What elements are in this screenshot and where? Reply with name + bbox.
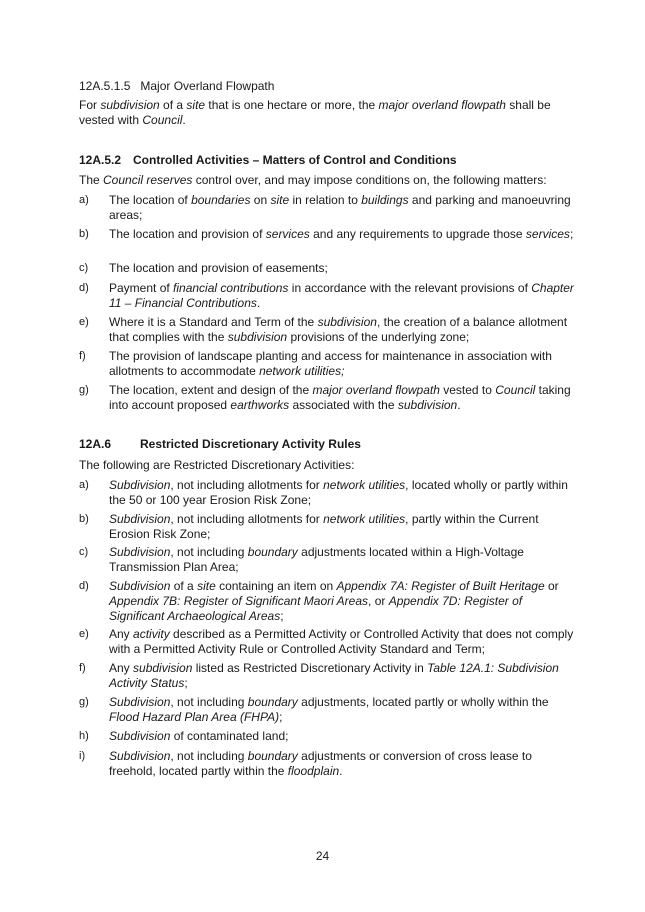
list-item xyxy=(79,627,579,657)
defined-term: Appendix 7A: Register of Built Heritage xyxy=(336,579,545,593)
text-run: ; xyxy=(184,676,188,690)
defined-term: subdivision xyxy=(317,315,377,329)
list-item-text xyxy=(109,281,574,311)
defined-term: site xyxy=(197,579,216,593)
text-run: that is one hectare or more, the xyxy=(205,98,379,112)
list-item xyxy=(79,383,579,413)
list-item xyxy=(79,478,579,508)
text-run: . xyxy=(339,764,343,778)
list-item-text xyxy=(109,627,574,657)
list-item xyxy=(79,349,579,379)
list-item xyxy=(79,545,579,575)
list-item xyxy=(79,729,579,744)
list-letter: d) xyxy=(79,282,89,294)
text-run: control over, and may impose conditions on, the following matters: xyxy=(192,173,547,187)
defined-term: network utilities; xyxy=(259,364,345,378)
defined-term: Council xyxy=(142,113,183,127)
text-run: The location, extent and design of the xyxy=(109,383,313,397)
defined-term: Appendix 7D: Register of Significant Archaeological Areas xyxy=(109,594,523,623)
list-item xyxy=(79,579,579,624)
list-item-text xyxy=(109,579,574,624)
list-letter: e) xyxy=(79,316,89,328)
text-run: and any requirements to upgrade those xyxy=(309,227,526,241)
defined-term: Subdivision xyxy=(109,478,171,492)
section-12a5-2-heading xyxy=(79,153,579,168)
section-title: Controlled Activities – Matters of Control and Conditions xyxy=(133,153,457,167)
defined-term: boundary xyxy=(247,545,298,559)
text-run: adjustments located within a High-Voltage Transmission Plan Area; xyxy=(109,545,524,574)
text-run: described as a Permitted Activity or Controlled Activity that does not comply with a Permitted Activity Rule or Controlled Activity Standard and Term; xyxy=(109,627,574,656)
list-item-text xyxy=(109,695,574,725)
text-run: , located wholly or partly within the 50 or 100 year Erosion Risk Zone; xyxy=(109,478,568,507)
text-run: . xyxy=(182,113,186,127)
list-item-text xyxy=(109,383,574,413)
section-number: 12A.6 xyxy=(79,437,112,451)
text-run: The location of xyxy=(109,193,192,207)
text-run: Payment of xyxy=(109,281,174,295)
list-letter: c) xyxy=(79,546,89,558)
text-run: , not including xyxy=(170,695,248,709)
defined-term: Council reserves xyxy=(103,173,193,187)
defined-term: subdivision xyxy=(100,98,160,112)
list-letter: i) xyxy=(79,750,86,762)
section-number: 12A.5.2 xyxy=(79,153,122,167)
defined-term: Chapter 11 – Financial Contributions xyxy=(109,281,574,310)
text-run: shall be vested with xyxy=(79,98,551,127)
text-run: adjustments or conversion of cross lease to freehold, located partly within the xyxy=(109,749,532,778)
defined-term: services xyxy=(265,227,310,241)
text-run: of a xyxy=(159,98,187,112)
list-item xyxy=(79,315,579,345)
list-item xyxy=(79,512,579,542)
text-run: , or xyxy=(368,594,389,608)
list-item-text xyxy=(109,315,574,345)
defined-term: boundaries xyxy=(191,193,251,207)
text-run: on xyxy=(250,193,271,207)
text-run: Any xyxy=(109,627,134,641)
defined-term: Subdivision xyxy=(109,579,171,593)
list-letter: c) xyxy=(79,262,89,274)
text-run: ; xyxy=(280,609,284,623)
list-letter: e) xyxy=(79,628,89,640)
defined-term: Subdivision xyxy=(109,545,171,559)
defined-term: buildings xyxy=(361,193,409,207)
list-item-text xyxy=(109,749,574,779)
text-run: The following are Restricted Discretionary Activities: xyxy=(79,458,355,472)
text-run: and parking and manoeuvring areas; xyxy=(109,193,571,222)
list-letter: g) xyxy=(79,384,89,396)
text-run: The location and provision of easements; xyxy=(109,261,328,275)
defined-term: major overland flowpath xyxy=(378,98,506,112)
text-run: ; xyxy=(279,710,283,724)
defined-term: site xyxy=(270,193,290,207)
list-item-text xyxy=(109,545,574,575)
text-run: containing an item on xyxy=(215,579,337,593)
defined-term: subdivision xyxy=(397,398,458,412)
defined-term: boundary xyxy=(247,695,298,709)
text-run: . xyxy=(256,296,261,310)
text-run: associated with the xyxy=(289,398,398,412)
list-letter: b) xyxy=(79,513,89,525)
defined-term: major overland flowpath xyxy=(312,383,440,397)
text-run: in relation to xyxy=(289,193,362,207)
text-run: or xyxy=(544,579,559,593)
defined-term: financial contributions xyxy=(173,281,289,295)
defined-term: Subdivision xyxy=(109,749,171,763)
list-letter: f) xyxy=(79,662,86,674)
text-run: ; xyxy=(569,227,574,241)
list-item xyxy=(79,261,579,276)
list-letter: a) xyxy=(79,479,89,491)
defined-term: site xyxy=(186,98,206,112)
list-item-text xyxy=(109,512,574,542)
defined-term: floodplain xyxy=(287,764,340,778)
defined-term: boundary xyxy=(247,749,298,763)
text-run: vested to xyxy=(439,383,496,397)
list-item xyxy=(79,749,579,779)
list-item-text xyxy=(109,261,574,276)
defined-term: Subdivision xyxy=(109,695,171,709)
text-run: Any xyxy=(109,661,134,675)
text-run: , partly within the Current Erosion Risk Zone; xyxy=(109,512,539,541)
text-run: , not including xyxy=(170,545,248,559)
page-number: 24 xyxy=(315,849,330,863)
section-12a5-2-intro xyxy=(79,173,579,188)
defined-term: subdivision xyxy=(133,661,193,675)
subsection-12a5-1-5-title: 12A.5.1.5 Major Overland Flowpath xyxy=(79,79,275,93)
text-run: , the creation of a balance allotment that complies with the xyxy=(109,315,568,344)
defined-term: earthworks xyxy=(230,398,290,412)
list-item-text xyxy=(109,349,574,379)
defined-term: Table 12A.1: Subdivision Activity Status xyxy=(109,661,559,690)
list-letter: f) xyxy=(79,350,86,362)
text-run: listed as Restricted Discretionary Activity in xyxy=(192,661,428,675)
text-run: adjustments, located partly or wholly within the xyxy=(297,695,549,709)
text-run: , not including xyxy=(170,749,248,763)
list-item-text xyxy=(109,729,574,744)
text-run: provisions of the underlying zone; xyxy=(287,330,470,344)
defined-term: Council xyxy=(495,383,536,397)
defined-term: activity xyxy=(133,627,170,641)
defined-term: Subdivision xyxy=(109,729,171,743)
text-run: in accordance with the relevant provisions of xyxy=(288,281,532,295)
defined-term: Appendix 7B: Register of Significant Maori Areas xyxy=(109,594,369,608)
text-run: , not including allotments for xyxy=(170,478,324,492)
text-run: of a xyxy=(170,579,198,593)
list-item-text xyxy=(109,478,574,508)
text-run: For xyxy=(79,98,101,112)
text-run: . xyxy=(457,398,461,412)
list-item-text xyxy=(109,193,574,223)
list-item xyxy=(79,193,579,223)
defined-term: subdivision xyxy=(227,330,288,344)
section-title: Restricted Discretionary Activity Rules xyxy=(140,437,361,451)
section-12a6-intro xyxy=(79,458,579,473)
defined-term: Flood Hazard Plan Area (FHPA) xyxy=(109,710,280,724)
list-letter: a) xyxy=(79,194,89,206)
list-letter: b) xyxy=(79,228,89,240)
subsection-12a5-1-5-text xyxy=(79,98,579,128)
list-item xyxy=(79,695,579,725)
defined-term: network utilities xyxy=(323,478,406,492)
list-letter: h) xyxy=(79,730,89,742)
list-letter: d) xyxy=(79,580,89,592)
list-item-text xyxy=(109,661,574,691)
text-run: taking into account proposed xyxy=(109,383,571,412)
text-run: The xyxy=(79,173,104,187)
list-item xyxy=(79,281,579,311)
section-12a6-heading xyxy=(79,437,579,452)
text-run: , not including allotments for xyxy=(170,512,324,526)
list-letter: g) xyxy=(79,696,89,708)
list-item xyxy=(79,227,579,242)
text-run: The provision of landscape planting and access for maintenance in association with allotments to accommodate xyxy=(109,349,552,378)
text-run: of contaminated land; xyxy=(170,729,289,743)
text-run: Where it is a Standard and Term of the xyxy=(109,315,318,329)
defined-term: network utilities xyxy=(323,512,406,526)
list-item xyxy=(79,661,579,691)
list-item-text xyxy=(109,227,574,242)
defined-term: Subdivision xyxy=(109,512,171,526)
defined-term: services xyxy=(525,227,570,241)
text-run: The location and provision of xyxy=(109,227,266,241)
